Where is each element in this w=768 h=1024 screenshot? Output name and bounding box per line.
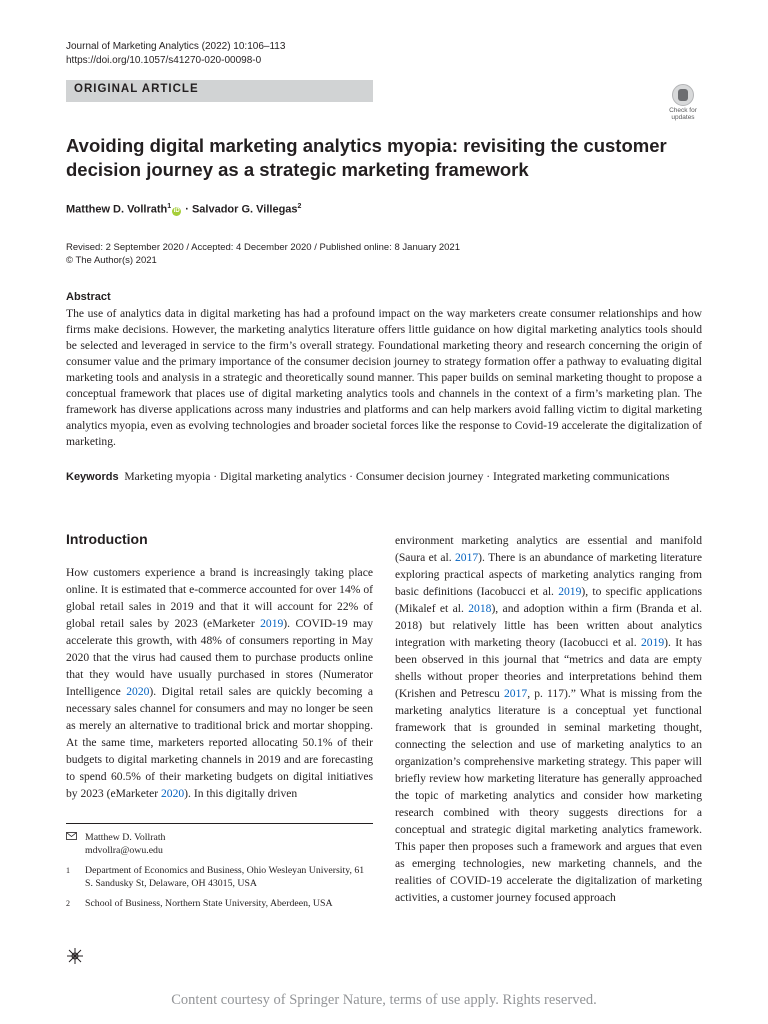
affiliation-mark: 1 [167, 203, 172, 210]
check-for-updates-button[interactable] [663, 83, 703, 125]
affiliation-text: Department of Economics and Business, Ohio Wesleyan University, 61 S. Sandusky St, Delaware, OH 43015, USA [85, 865, 365, 889]
doi-link[interactable]: https://doi.org/10.1057/s41270-020-00098-0 [66, 55, 262, 66]
article-type-badge: ORIGINAL ARTICLE [66, 80, 373, 102]
affiliation-text: School of Business, Northern State University, Aberdeen, USA [85, 898, 333, 909]
footnotes [66, 831, 373, 917]
body-text: ). COVID-19 may accelerate this growth, with 48% of consumers reporting in May 2020 that the virus had caused them to purchase products online that they would have usually purchased in stores (Numerator Intelligence [66, 617, 373, 698]
envelope-icon [66, 831, 77, 844]
author-name[interactable]: Salvador G. Villegas [191, 203, 298, 216]
article-title: Avoiding digital marketing analytics myopia: revisiting the customer decision journey as a strategic marketing framework [66, 135, 667, 180]
keywords [66, 469, 702, 485]
affiliation-number: 1 [66, 866, 70, 875]
citation-link[interactable]: 2017 [454, 551, 479, 564]
courtesy-notice: Content courtesy of Springer Nature, terms of use apply. Rights reserved. [171, 992, 597, 1008]
check-updates-line2: updates [671, 114, 695, 121]
affiliation-mark: 2 [297, 203, 302, 210]
body-column-right [395, 532, 702, 906]
body-text: ). It has been observed in this journal that “metrics and data are empty shells without proper theories and interpretations behind them (Krishen and Petrescu [395, 636, 703, 700]
affiliation-note [66, 897, 373, 910]
citation-link[interactable]: 2017 [504, 687, 528, 700]
body-text: ). In this digitally driven [184, 787, 298, 800]
body-text: ), and adoption within a firm (Branda et al. 2018) but relatively little has been written about analytics integration with marketing theory (Iacobucci et al. [395, 602, 703, 649]
citation-link[interactable]: 2020 [160, 787, 185, 800]
copyright-line: © The Author(s) 2021 [66, 255, 157, 266]
check-updates-line1: Check for [669, 107, 697, 114]
citation-link[interactable]: 2019 [260, 617, 284, 630]
affiliation-number: 2 [66, 899, 70, 908]
citation-link[interactable]: 2019 [558, 585, 582, 598]
abstract-text: The use of analytics data in digital marketing has had a profound impact on the way marketers create consumer relationships and how firms make decisions. However, the marketing analytics literature offers little guidance on how digital marketing analytics tools should be selected and leveraged in service to the firm’s overall strategy. Foundational marketing theory and research concerning the origin of consumer value and the primary importance of the consumer decision journey to strategy formation offer a pathway to evaluating digital marketing tools and analysis in a strategic and theoretically sound manner. This paper builds on seminal marketing thought to propose a conceptual framework that places use of digital marketing analytics tools and channels in the context of a firm’s marketing plan. The framework has diverse applications across many industries and platforms and can help markers avoid falling victim to digital marketing analytics myopia, even as evolving technologies and broader societal forces like the response to Covid-19 accelerate the digitalization of marketing. [66, 307, 702, 448]
body-text: environment marketing analytics are essential and manifold (Saura et al. [395, 534, 702, 564]
body-text: ). There is an abundance of marketing literature exploring practical aspects of marketing analytics ranging from basic definitions (Iacobucci et al. [395, 551, 702, 598]
journal-header [66, 40, 285, 68]
journal-citation: Journal of Marketing Analytics (2022) 10:106–113 [66, 41, 286, 52]
body-text: ), to specific applications (Mikalef et al. [395, 585, 702, 615]
body-column-left [66, 564, 373, 802]
keywords-text: Marketing myopia · Digital marketing analytics · Consumer decision journey · Integrated marketing communications [124, 470, 670, 483]
body-text: , p. 117).” What is missing from the marketing analytics literature is a conceptual yet functional framework that is grounded in seminal marketing thought, connecting the selection and use of marketing analytics to an organization’s comprehensive marketing strategy. This paper will briefly review how marketing literature has generally approached the topic of marketing analytics and consider how marketing research combined with theory suggests directions for a conceptual and strategic digital marketing analytics framework. This paper then proposes such a framework and argues that even as emerging technologies, new marketing channels, and the realities of COVID-19 accelerate the digitalization of marketing activities, a customer journey focused approach [395, 687, 703, 904]
body-text: ). Digital retail sales are quickly becoming a necessary sales channel for consumers and may no longer be seen as merely an alternative to traditional brick and mortar shopping. At the same time, marketers reported allocating 50.1% of their budgets to digital marketing channels in 2019 and are forecasting to spend 60.5% of their marketing budgets on digital initiatives by 2023 (eMarketer [66, 685, 373, 800]
contact-email[interactable]: mdvollra@owu.edu [85, 845, 163, 856]
abstract-heading: Abstract [66, 291, 111, 303]
publication-dates [66, 241, 460, 267]
contact-name: Matthew D. Vollrath [85, 832, 166, 843]
check-for-updates-icon [672, 84, 694, 106]
date-history: Revised: 2 September 2020 / Accepted: 4 December 2020 / Published online: 8 January 2021 [66, 242, 460, 253]
author-separator: · [185, 203, 189, 216]
keywords-heading: Keywords [66, 471, 119, 483]
body-text: How customers experience a brand is increasingly taking place online. It is estimated that e-commerce accounted for over 14% of global retail sales in 2019 and that it will account for 22% of global retail sales by 2023 (eMarketer [66, 566, 373, 630]
orcid-icon[interactable]: iD [173, 207, 180, 214]
contact-note [66, 831, 373, 857]
springer-horse-logo [66, 947, 84, 965]
citation-link[interactable]: 2019 [640, 636, 665, 649]
affiliation-note [66, 864, 373, 890]
citation-link[interactable]: 2018 [468, 602, 492, 615]
footnote-divider [66, 823, 373, 824]
citation-link[interactable]: 2020 [126, 685, 150, 698]
section-heading-introduction: Introduction [66, 531, 148, 547]
author-list [66, 203, 301, 216]
author-name[interactable]: Matthew D. Vollrath [66, 203, 168, 216]
